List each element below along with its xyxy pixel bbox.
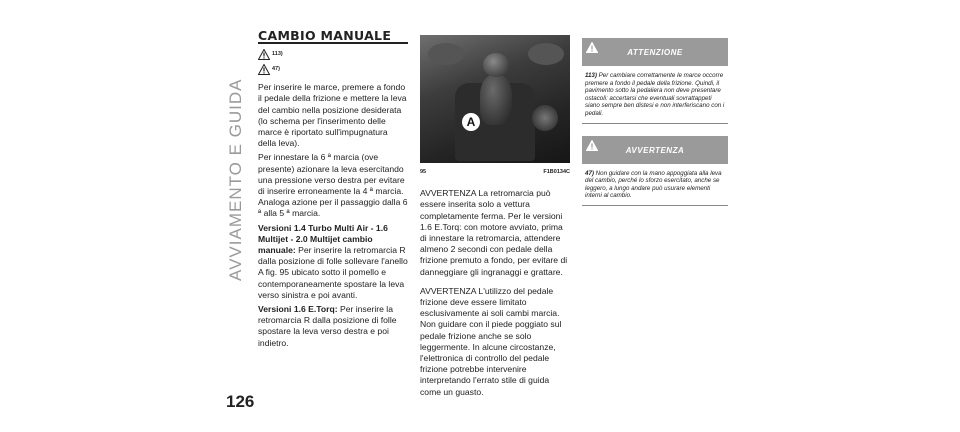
paragraph-version-etorq (258, 304, 408, 349)
paragraph-sixth-gear: Per innestare la 6 ª marcia (ove presente) azionare la leva esercitando una pressione verso destra per evitare di inserire erroneamente la 4 ª marcia. Analoga azione per il passaggio dalla 6 ª alla 5 ª marcia. (258, 152, 408, 219)
version-heading: Versioni 1.6 E.Torq: (258, 304, 338, 315)
warning-triangle-icon (258, 49, 270, 60)
figure-number: 95 (420, 169, 427, 175)
warning-reference (258, 48, 408, 61)
attention-box-header (582, 38, 728, 66)
gear-lever-photo (420, 35, 570, 163)
section-title: CAMBIO MANUALE (258, 30, 408, 44)
box-divider (582, 205, 728, 206)
page-number: 126 (226, 392, 255, 411)
version-text: Per inserire la retromarcia R dalla posizione di folle sollevare l'anello A fig. 95 ubicato sotto il pomello e contemporaneamente spostare la leva verso sinistra e poi avanti. (258, 245, 408, 300)
figure-caption (420, 167, 570, 178)
gear-lever-boot (480, 75, 512, 125)
caution-triangle-icon (258, 64, 270, 75)
caution-note-number: 47) (585, 169, 594, 177)
figure-callout: A (462, 113, 480, 131)
air-vent-right (528, 43, 564, 65)
warning-reference-number: 113) (272, 51, 283, 58)
gear-lever-knob (483, 53, 509, 77)
figure-code: F1B0134C (543, 169, 570, 175)
paragraph-clutch-warning: AVVERTENZA L'utilizzo del pedale frizione deve essere limitato esclusivamente ai soli cambi marcia. Non guidare con il piede poggiato sul pedale frizione anche se solo leggermente. In alcune circostanze, l'elettronica di controllo del pedale frizione potrebbe intervenire interpretando l'errato stile di guida come un guasto. (420, 285, 562, 397)
attention-box-title: ATTENZIONE (627, 48, 683, 57)
version-heading: Versioni 1.4 Turbo Multi Air - 1.6 Multijet - 2.0 Multijet cambio manuale: (258, 222, 388, 256)
version-text: Per inserire la retromarcia R dalla posizione di folle spostare la leva verso destra e poi indietro. (258, 304, 397, 348)
paragraph-gear-shift: Per inserire le marce, premere a fondo il pedale della frizione e mettere la leva del cambio nella posizione desiderata (lo schema per l'inserimento delle marce è riportato sull'impugnatura della leva). (258, 82, 407, 149)
caution-box-title: AVVERTENZA (625, 145, 685, 155)
caution-reference-number: 47) (272, 66, 280, 73)
caution-reference (258, 63, 408, 76)
paragraph-reverse-warning: AVVERTENZA La retromarcia può essere inserita solo a vettura completamente ferma. Per le versioni 1.6 E.Torq: con motore avviato, prima di innestare la retromarcia, attendere almeno 2 secondi con pedale della frizione premuto a fondo, per evitare di danneggiare gli ingranaggi e grattare. (420, 188, 568, 277)
caution-note-text: Non guidare con la mano appoggiata alla leva del cambio, perché lo sforzo esercitato, anche se leggero, a lungo andare può usurare elementi interni al cambio. (585, 169, 722, 200)
console-dial (532, 105, 558, 131)
paragraph-version-multiair (258, 223, 408, 301)
caution-box-body (582, 164, 728, 205)
attention-box-body (582, 66, 728, 123)
air-vent-left (428, 43, 464, 65)
column-1 (258, 30, 408, 352)
column-3 (582, 38, 728, 206)
column-2 (420, 35, 570, 406)
attention-note-text: Per cambiare correttamente le marce occorre premere a fondo il pedale della frizione. Quindi, il pavimento sotto la pedaliera non deve presentare ostacoli: accertarsi che eventuali sovrattappeti siano sempre ben distesi e non interferiscano con i pedali. (585, 72, 725, 117)
section-side-label: AVVIAMENTO E GUIDA (226, 78, 245, 281)
attention-note-number: 113) (585, 72, 597, 79)
caution-box-header (582, 136, 728, 164)
